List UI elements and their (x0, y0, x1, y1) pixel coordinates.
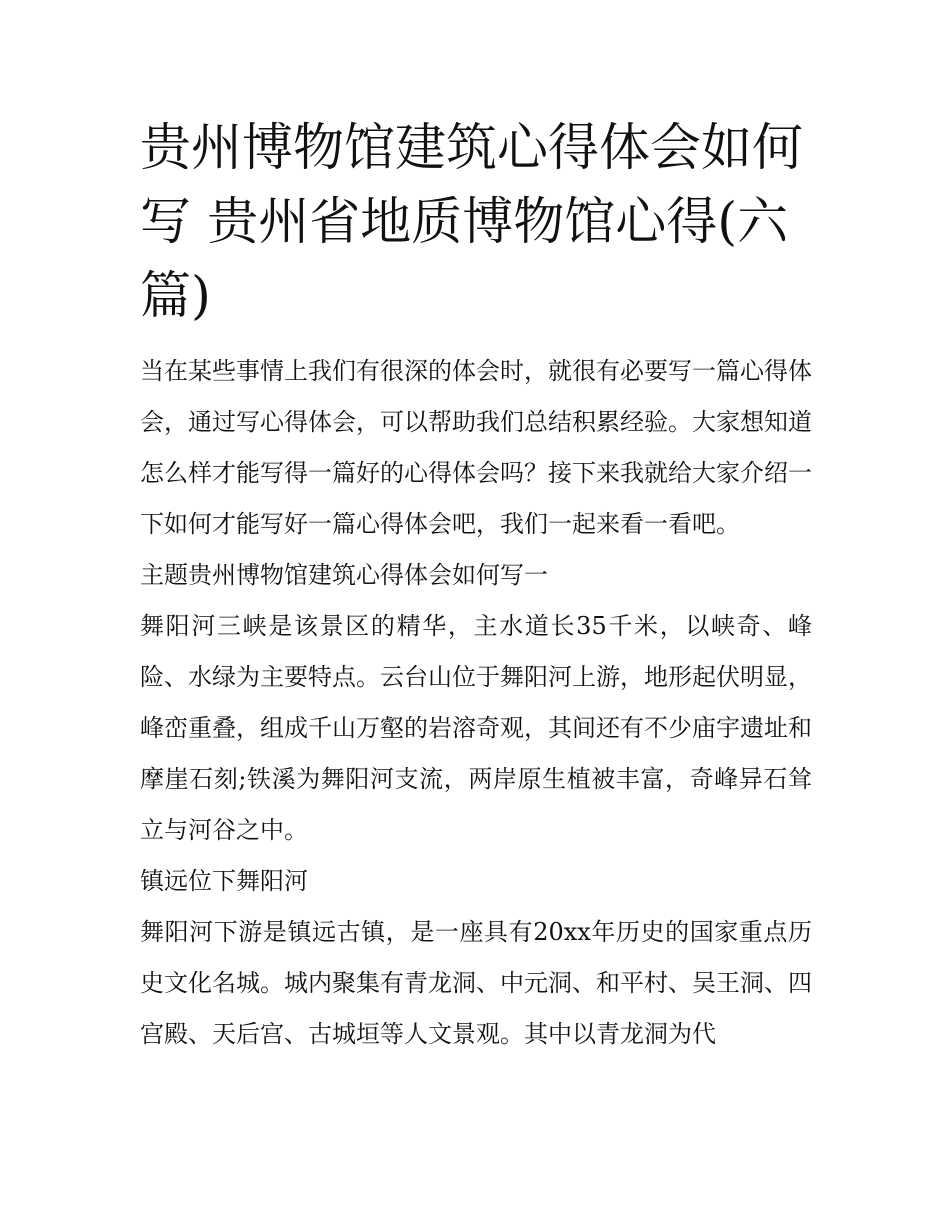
body-paragraph-1: 舞阳河三峡是该景区的精华，主水道长35千米，以峡奇、峰险、水绿为主要特点。云台山位于舞阳河上游，地形起伏明显，峰峦重叠，组成千山万壑的岩溶奇观，其间还有不少庙宇遗址和摩崖石刻;铁溪为舞阳河支流，两岸原生植被丰富，奇峰异石耸立与河谷之中。 (140, 612, 812, 844)
section-heading-2: 镇远位下舞阳河 (140, 867, 308, 895)
intro-paragraph: 当在某些事情上我们有很深的体会时，就很有必要写一篇心得体会，通过写心得体会，可以帮助我们总结积累经验。大家想知道怎么样才能写得一篇好的心得体会吗？接下来我就给大家介绍一下如何才能写好一篇心得体会吧，我们一起来看一看吧。 (140, 357, 812, 538)
body-paragraph-2: 舞阳河下游是镇远古镇，是一座具有20xx年历史的国家重点历史文化名城。城内聚集有青龙洞、中元洞、和平村、吴王洞、四宫殿、天后宫、古城垣等人文景观。其中以青龙洞为代 (140, 918, 812, 1048)
section-heading-1: 主题贵州博物馆建筑心得体会如何写一 (140, 561, 548, 589)
document-page (140, 112, 812, 1060)
document-title: 贵州博物馆建筑心得体会如何写 贵州省地质博物馆心得(六篇) (140, 119, 804, 326)
